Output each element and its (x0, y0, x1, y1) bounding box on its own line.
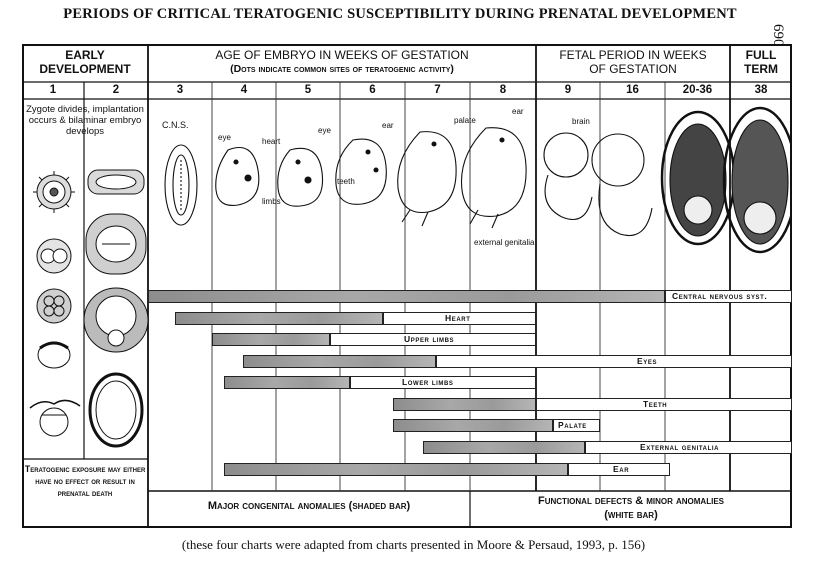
bar-label-heart: Heart (445, 313, 471, 323)
bar-white-eyes (436, 355, 792, 368)
footer-functional-line2: (white bar) (604, 509, 658, 521)
week-label: 9 (564, 84, 572, 96)
header-fullterm-line1: FULL (745, 48, 777, 62)
header-fullterm-line2: TERM (744, 62, 778, 76)
chart-title: PERIODS OF CRITICAL TERATOGENIC SUSCEPTIBILITY DURING PRENATAL DEVELOPMENT (63, 6, 737, 22)
label-heart: heart (262, 137, 281, 146)
week-label: 7 (434, 84, 441, 96)
header-early-line1: EARLY (65, 48, 105, 62)
label-brain: brain (572, 117, 590, 126)
bar-label-lower-limbs: Lower limbs (402, 377, 454, 387)
week-label: 4 (240, 84, 248, 96)
week-label: 2 (112, 84, 120, 96)
label-limbs: limbs (262, 197, 281, 206)
bar-shaded-lower-limbs (224, 376, 350, 389)
page-number: 690 (770, 24, 786, 47)
bar-shaded-palate (393, 419, 553, 432)
bar-label-teeth: Teeth (643, 399, 668, 409)
week-label: 5 (304, 84, 312, 96)
bar-shaded-eyes (243, 355, 436, 368)
week-label: 38 (754, 84, 768, 96)
bar-label-upper-limbs: Upper limbs (404, 334, 455, 344)
week-label: 16 (626, 84, 639, 96)
bar-shaded-teeth (393, 398, 536, 411)
bar-shaded-heart (175, 312, 383, 325)
bar-label-external-genitalia: External genitalia (640, 442, 720, 452)
week-label: 6 (369, 84, 376, 96)
week-label: 1 (49, 84, 57, 96)
week-label: 20-36 (682, 84, 713, 96)
header-age-line2: (Dots indicate common sites of teratogenic activity) (230, 63, 454, 75)
figure-caption: (these four charts were adapted from charts presented in Moore & Persaud, 1993, p. 156) (181, 537, 646, 552)
header-fetal-line2: OF GESTATION (589, 62, 677, 76)
label-eye: eye (218, 133, 231, 142)
label-eye: eye (318, 126, 331, 135)
footer-functional-defects (470, 494, 792, 522)
bar-label-eyes: Eyes (637, 356, 658, 366)
footer-functional-line1: Functional defects & minor anomalies (538, 495, 724, 507)
label-cns: C.N.S. (162, 120, 189, 130)
header-fetal-line1: FETAL PERIOD IN WEEKS (559, 48, 707, 62)
label-external-genitalia: external genitalia (474, 238, 535, 247)
label-ear: ear (512, 107, 524, 116)
header-early-line2: DEVELOPMENT (39, 62, 131, 76)
bar-shaded-cns (148, 290, 665, 303)
bar-label-palate: Palate (558, 420, 587, 430)
week-label: 3 (176, 84, 184, 96)
early-development-text: Zygote divides, implantation occurs & bilaminar embryo develops (26, 104, 144, 137)
label-teeth: teeth (337, 177, 355, 186)
footer-major-anomalies: Major congenital anomalies (shaded bar) (207, 500, 411, 512)
bar-label-ear: Ear (613, 464, 630, 474)
header-age-line1: AGE OF EMBRYO IN WEEKS OF GESTATION (215, 48, 469, 62)
teratogenic-exposure-note: Teratogenic exposure may either have no effect or result in prenatal death (24, 464, 146, 498)
label-palate: palate (454, 116, 476, 125)
week-label: 8 (499, 84, 507, 96)
bar-shaded-upper-limbs (212, 333, 330, 346)
label-ear: ear (382, 121, 394, 130)
bar-shaded-external-genitalia (423, 441, 585, 454)
bar-shaded-ear (224, 463, 568, 476)
bar-label-cns: Central nervous syst. (672, 291, 768, 301)
